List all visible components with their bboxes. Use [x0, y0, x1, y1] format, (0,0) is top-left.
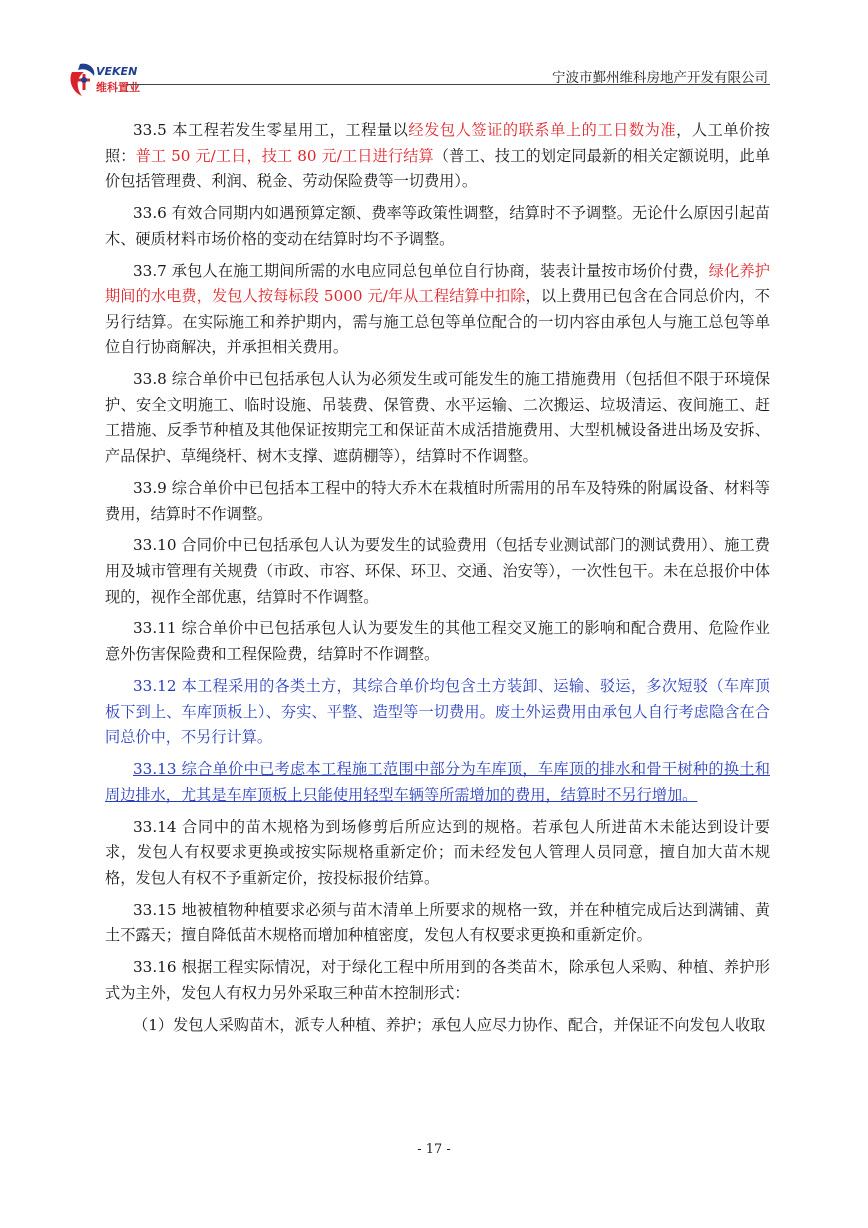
paragraph-33-15: 33.15 地被植物种植要求必须与苗木清单上所要求的规格一致，并在种植完成后达到满铺、黄土不露天；擅自降低苗木规格而增加种植密度，发包人有权要求更换和重新定价。	[105, 900, 770, 945]
logo-subtext: 维科置业	[96, 81, 140, 94]
header-divider	[126, 84, 770, 85]
paragraph-33-12: 33.12 本工程采用的各类土方，其综合单价均包含土方装卸、运输、驳运，多次短驳（车库顶板下到上、车库顶板上）、夯实、平整、造型等一切费用。废土外运费用由承包人自行考虑隐含在合同总价中，不另行计算。	[105, 676, 770, 747]
document-body	[105, 118, 770, 1044]
p1-text-c: ，人工单价按照：	[105, 121, 770, 165]
paragraph-33-5	[105, 118, 770, 195]
paragraph-33-14: 33.14 合同中的苗木规格为到场修剪后所应达到的规格。若承包人所进苗木未能达到设计要求，发包人有权要求更换或按实际规格重新定价；而未经发包人管理人员同意，擅自加大苗木规格，发包人有权不予重新定价，按投标报价结算。	[105, 817, 770, 887]
p3-text-c: ，以上费用已包含在合同总价内，不另行结算。在实际施工和养护期内，需与施工总包等单位配合的一切内容由承包人与施工总包等单位自行协商解决，并承担相关费用。	[105, 287, 770, 357]
p1-highlight-a: 经发包人签证的联系单上的工日数为准	[408, 121, 677, 139]
paragraph-33-7	[105, 259, 770, 361]
p1-text-e: （普工、技工的划定同最新的相关定额说明，此单价包括管理费、利润、税金、劳动保险费等一切费用）。	[105, 146, 771, 191]
paragraph-33-16: 33.16 根据工程实际情况，对于绿化工程中所用到的各类苗木，除承包人采购、种植、养护形式为主外，发包人有权力另外采取三种苗木控制形式：	[105, 958, 770, 1002]
paragraph-33-16-item-1: （1）发包人采购苗木，派专人种植、养护；承包人应尽力协作、配合，并保证不向发包人收取	[133, 1015, 766, 1034]
p1-text-a: 33.5 本工程若发生零星用工，工程量以	[133, 121, 409, 139]
paragraph-33-11: 33.11 综合单价中已包括承包人认为要发生的其他工程交叉施工的影响和配合费用、危险作业意外伤害保险费和工程保险费，结算时不作调整。	[105, 619, 770, 664]
logo-text: VEKEN	[96, 65, 138, 78]
paragraph-33-8: 33.8 综合单价中已包括承包人认为必须发生或可能发生的施工措施费用（包括但不限于环境保护、安全文明施工、临时设施、吊装费、保管费、水平运输、二次搬运、垃圾清运、夜间施工、赶工措施、反季节种植及其他保证按期完工和保证苗木成活措施费用、大型机械设备进出场及安拆、产品保护、草绳绕杆、树木支撑、遮荫棚等），结算时不作调整。	[105, 370, 770, 466]
paragraph-33-10: 33.10 合同价中已包括承包人认为要发生的试验费用（包括专业测试部门的测试费用）、施工费用及城市管理有关规费（市政、市容、环保、环卫、交通、治安等），一次性包干。未在总报价中体现的，视作全部优惠，结算时不作调整。	[105, 536, 770, 606]
p3-text-a: 33.7 承包人在施工期间所需的水电应同总包单位自行协商，装表计量按市场价付费，	[133, 261, 709, 280]
company-name: 宁波市鄞州维科房地产开发有限公司	[552, 70, 768, 86]
paragraph-33-9: 33.9 综合单价中已包括本工程中的特大乔木在栽植时所需用的吊车及特殊的附属设备、材料等费用，结算时不作调整。	[105, 478, 770, 523]
p3-highlight: 绿化养护期间的水电费，发包人按每标段 5000 元/年从工程结算中扣除	[105, 261, 770, 306]
paragraph-33-6: 33.6 有效合同期内如遇预算定额、费率等政策性调整，结算时不予调整。无论什么原因引起苗木、硬质材料市场价格的变动在结算时均不予调整。	[105, 204, 770, 248]
paragraph-33-13: 33.13 综合单价中已考虑本工程施工范围中部分为车库顶，车库顶的排水和骨干树种的换土和周边排水，尤其是车库顶板上只能使用轻型车辆等所需增加的费用，结算时不另行增加。	[105, 760, 770, 804]
page-number: - 17 -	[417, 1142, 451, 1157]
veken-logo	[66, 58, 152, 102]
veken-logo-mark	[66, 58, 152, 102]
p1-highlight-b: 普工 50 元/工日，技工 80 元/工日进行结算	[135, 146, 434, 165]
